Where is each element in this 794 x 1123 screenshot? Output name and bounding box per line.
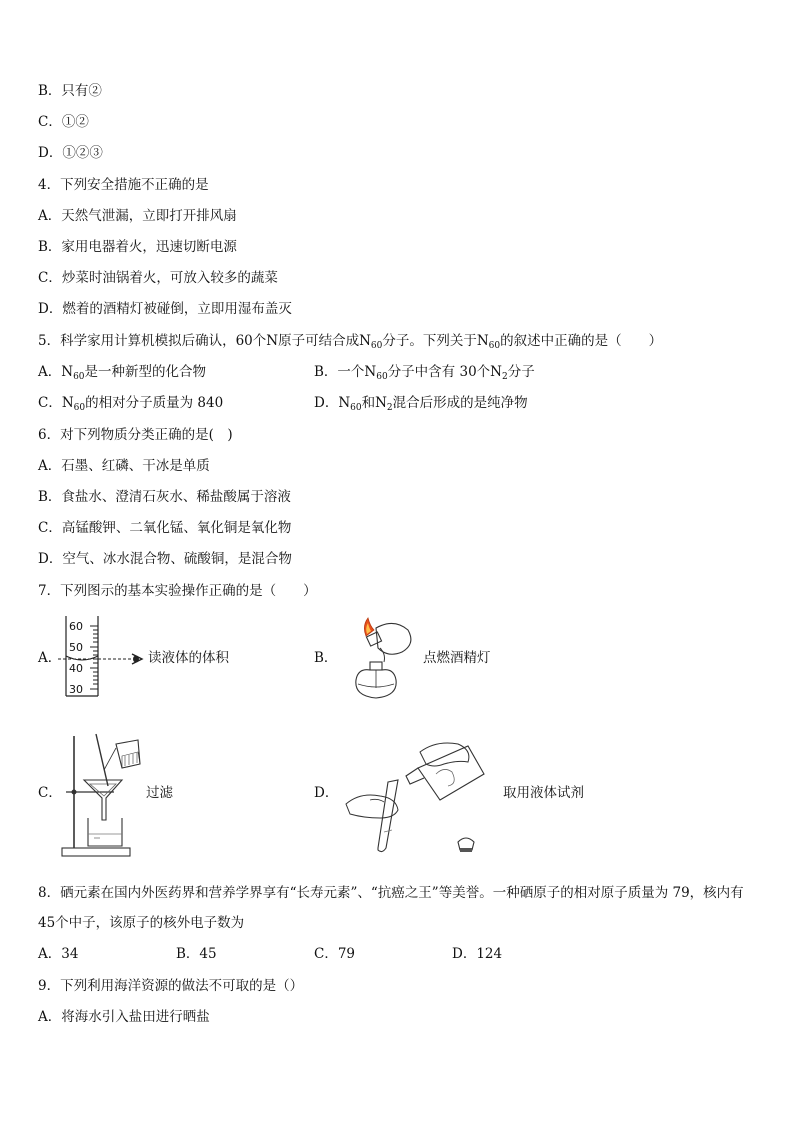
q4-option-a: A．天然气泄漏，立即打开排风扇 (38, 208, 237, 224)
cylinder-tick-label: 30 (69, 683, 83, 696)
q7-option-d-caption: 取用液体试剂 (503, 785, 584, 801)
graduated-cylinder-figure (58, 612, 148, 698)
q3-option-c: C．①② (38, 114, 89, 130)
q5-option-b: B．一个$N_{60}$分子中含有 30个$N_2$分子 (314, 364, 535, 382)
q8-stem-line1: 8．硒元素在国内外医药界和营养学界享有“长寿元素”、“抗癌之王”等美誉。一种硒原子的相对原子质量为 79，核内有 (38, 885, 744, 901)
q8-option-b: B．45 (176, 946, 217, 962)
q7-option-a-caption: 读液体的体积 (148, 650, 229, 666)
q6-option-c: C．高锰酸钾、二氧化锰、氧化铜是氧化物 (38, 520, 292, 536)
q8-option-d: D．124 (452, 946, 503, 962)
q9-stem: 9．下列利用海洋资源的做法不可取的是（） (38, 978, 304, 994)
q6-stem: 6．对下列物质分类正确的是( ) (38, 427, 233, 443)
q9-option-a: A．将海水引入盐田进行晒盐 (38, 1009, 210, 1025)
q5-stem: 5．科学家用计算机模拟后确认，60个N原子可结合成$N_{60}$分子。下列关于$N_{60}$的叙述中正确的是（ ） (38, 333, 663, 351)
q7-option-a-label: A． (38, 650, 62, 666)
q6-option-d: D．空气、冰水混合物、硫酸铜，是混合物 (38, 551, 292, 567)
q5-option-a: A．$N_{60}$是一种新型的化合物 (38, 364, 207, 382)
q4-stem: 4．下列安全措施不正确的是 (38, 177, 209, 193)
q3-option-d: D．①②③ (38, 145, 103, 161)
q7-option-c-caption: 过滤 (146, 785, 173, 801)
q8-stem-line2: 45个中子，该原子的核外电子数为 (38, 915, 245, 931)
q3-option-b: B．只有② (38, 83, 102, 99)
liquid-reagent-figure (340, 738, 490, 858)
q7-option-c-label: C． (38, 785, 62, 801)
q4-option-c: C．炒菜时油锅着火，可放入较多的蔬菜 (38, 270, 278, 286)
q7-option-b-caption: 点燃酒精灯 (423, 650, 491, 666)
q7-option-b-label: B． (314, 650, 338, 666)
q5-option-c: C．$N_{60}$的相对分子质量为 840 (38, 395, 224, 413)
q7-option-d-label: D． (314, 785, 339, 801)
cylinder-tick-label: 60 (69, 620, 83, 633)
cylinder-tick-label: 40 (69, 662, 83, 675)
q6-option-a: A．石墨、红磷、干冰是单质 (38, 458, 210, 474)
q4-option-b: B．家用电器着火，迅速切断电源 (38, 239, 237, 255)
alcohol-lamp-figure (336, 612, 416, 702)
q4-option-d: D．燃着的酒精灯被碰倒，立即用湿布盖灭 (38, 301, 292, 317)
q7-stem: 7．下列图示的基本实验操作正确的是（ ） (38, 583, 317, 599)
q5-option-d: D．$N_{60}$和$N_2$混合后形成的是纯净物 (314, 395, 528, 413)
cylinder-tick-label: 50 (69, 641, 83, 654)
q6-option-b: B．食盐水、澄清石灰水、稀盐酸属于溶液 (38, 489, 291, 505)
q8-option-a: A．34 (38, 946, 79, 962)
q8-option-c: C．79 (314, 946, 356, 962)
filtration-figure (60, 730, 142, 860)
